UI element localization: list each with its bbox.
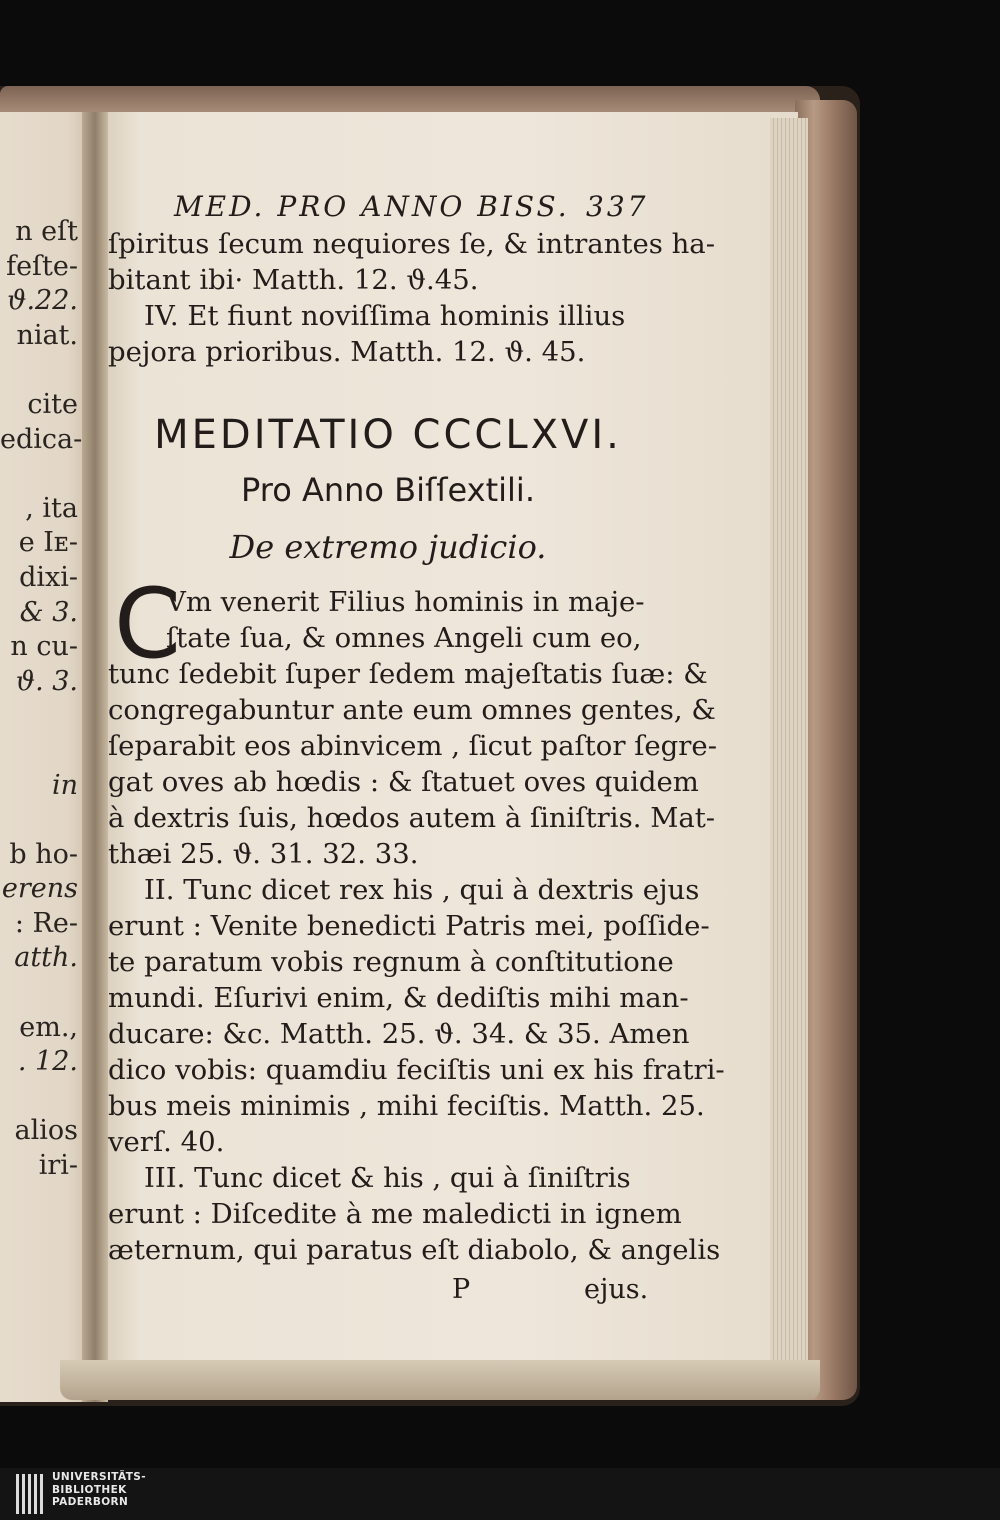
left-page-line: in — [51, 769, 78, 801]
left-page-line: em., — [19, 1011, 78, 1043]
page-number: 337 — [586, 190, 649, 223]
left-page-line: erens — [1, 873, 78, 905]
library-footer — [0, 1468, 1000, 1520]
left-page-line — [0, 803, 78, 838]
left-page-line: & 3. — [19, 596, 78, 628]
text-line: dico vobis: quamdiu feciſtis uni ex his fratri- — [108, 1054, 725, 1086]
drop-cap: C — [114, 568, 182, 680]
meditation-body — [108, 656, 725, 1268]
left-page-line: edica- — [0, 423, 83, 455]
logo-line: PADERBORN — [52, 1496, 129, 1508]
left-page-line: iri- — [38, 1150, 78, 1182]
text-line: verſ. 40. — [108, 1126, 225, 1158]
logo-line: UNIVERSITÄTS- — [52, 1471, 147, 1483]
left-page-line: e Iᴇ- — [18, 527, 78, 559]
catchword: ejus. — [584, 1274, 649, 1305]
right-page-text — [108, 190, 725, 1314]
text-line: bus meis minimis , mihi feciſtis. Matth. 25. — [108, 1090, 705, 1122]
left-page-line: . 12. — [17, 1046, 78, 1078]
text-line: ſeparabit eos abinvicem , ſicut paſtor ſegre- — [108, 730, 718, 762]
text-line: II. Tunc dicet rex his , qui à dextris ejus — [144, 874, 700, 906]
left-page-line: feſte- — [6, 250, 78, 282]
text-line: mundi. Eſurivi enim, & dediſtis mihi man- — [108, 982, 689, 1014]
left-page-line — [0, 457, 78, 492]
left-page-line: n cu- — [10, 631, 78, 663]
text-line: ducare: &c. Matth. 25. ϑ. 34. & 35. Amen — [108, 1018, 690, 1050]
logo-line: BIBLIOTHEK — [52, 1483, 127, 1496]
left-page-line: alios — [14, 1115, 78, 1147]
running-head — [108, 190, 668, 226]
left-page-line: ϑ.22. — [7, 285, 78, 317]
left-page-line — [0, 353, 78, 388]
left-page-line: , ita — [25, 492, 78, 524]
left-page-line — [0, 1080, 78, 1115]
text-line: bitant ibi· Matth. 12. ϑ.45. — [108, 264, 479, 296]
text-line: erunt : Venite benedicti Patris mei, poſſide- — [108, 910, 710, 942]
left-page-line: atth. — [14, 942, 78, 974]
text-line: pejora prioribus. Matth. 12. ϑ. 45. — [108, 336, 586, 368]
text-line: à dextris ſuis, hœdos autem à ſiniſtris. Mat- — [108, 802, 716, 834]
library-logo-icon — [16, 1474, 46, 1514]
library-logo-text — [52, 1471, 146, 1509]
text-line: ſpiritus ſecum nequiores ſe, & intrantes ha- — [108, 228, 715, 260]
left-page-line: n eſt — [15, 216, 78, 247]
text-line: IV. Et fiunt noviſſima hominis illius — [144, 300, 626, 332]
text-line: gat oves ab hœdis : & ſtatuet oves quidem — [108, 766, 699, 798]
text-line: thæi 25. ϑ. 31. 32. 33. — [108, 838, 419, 870]
left-page-line — [0, 734, 78, 769]
left-page-line: ϑ. 3. — [15, 665, 78, 697]
left-page-line — [0, 976, 78, 1011]
text-line: te paratum vobis regnum à conſtitutione — [108, 946, 674, 978]
left-page-text — [0, 215, 83, 1184]
text-line: tunc ſedebit ſuper ſedem majeſtatis ſuæ: & — [108, 658, 708, 690]
text-line: æternum, qui paratus eſt diabolo, & angelis — [108, 1234, 721, 1266]
signature-mark: P — [452, 1274, 471, 1305]
running-head-title: MED. PRO ANNO BISS. — [174, 190, 570, 223]
left-page-line: b ho- — [9, 838, 78, 870]
text-line: ſtate ſua, & omnes Angeli cum eo, — [166, 622, 642, 654]
text-line: III. Tunc dicet & his , qui à ſiniſtris — [144, 1162, 631, 1194]
meditation-topic: De extremo judicio. — [229, 528, 547, 566]
previous-meditation-ending — [108, 226, 715, 370]
text-line: Vm venerit Filius hominis in maje- — [166, 586, 645, 618]
left-page-line: niat. — [16, 319, 78, 351]
page-bottom-edge — [60, 1360, 820, 1400]
page-stack-edge — [770, 118, 808, 1380]
catchline — [108, 1274, 668, 1314]
text-line: erunt : Diſcedite à me maledicti in ignem — [108, 1198, 682, 1230]
text-line: congregabuntur ante eum omnes gentes, & — [108, 694, 716, 726]
meditation-subtitle: Pro Anno Biſſextili. — [241, 471, 535, 509]
left-page-line: : Re- — [14, 907, 78, 939]
left-page-line: dixi- — [19, 561, 78, 593]
left-page-line: cite — [27, 388, 78, 420]
book-gutter — [82, 112, 108, 1402]
meditation-title: MEDITATIO CCCLXVI. — [154, 412, 622, 458]
left-page-line — [0, 699, 78, 734]
